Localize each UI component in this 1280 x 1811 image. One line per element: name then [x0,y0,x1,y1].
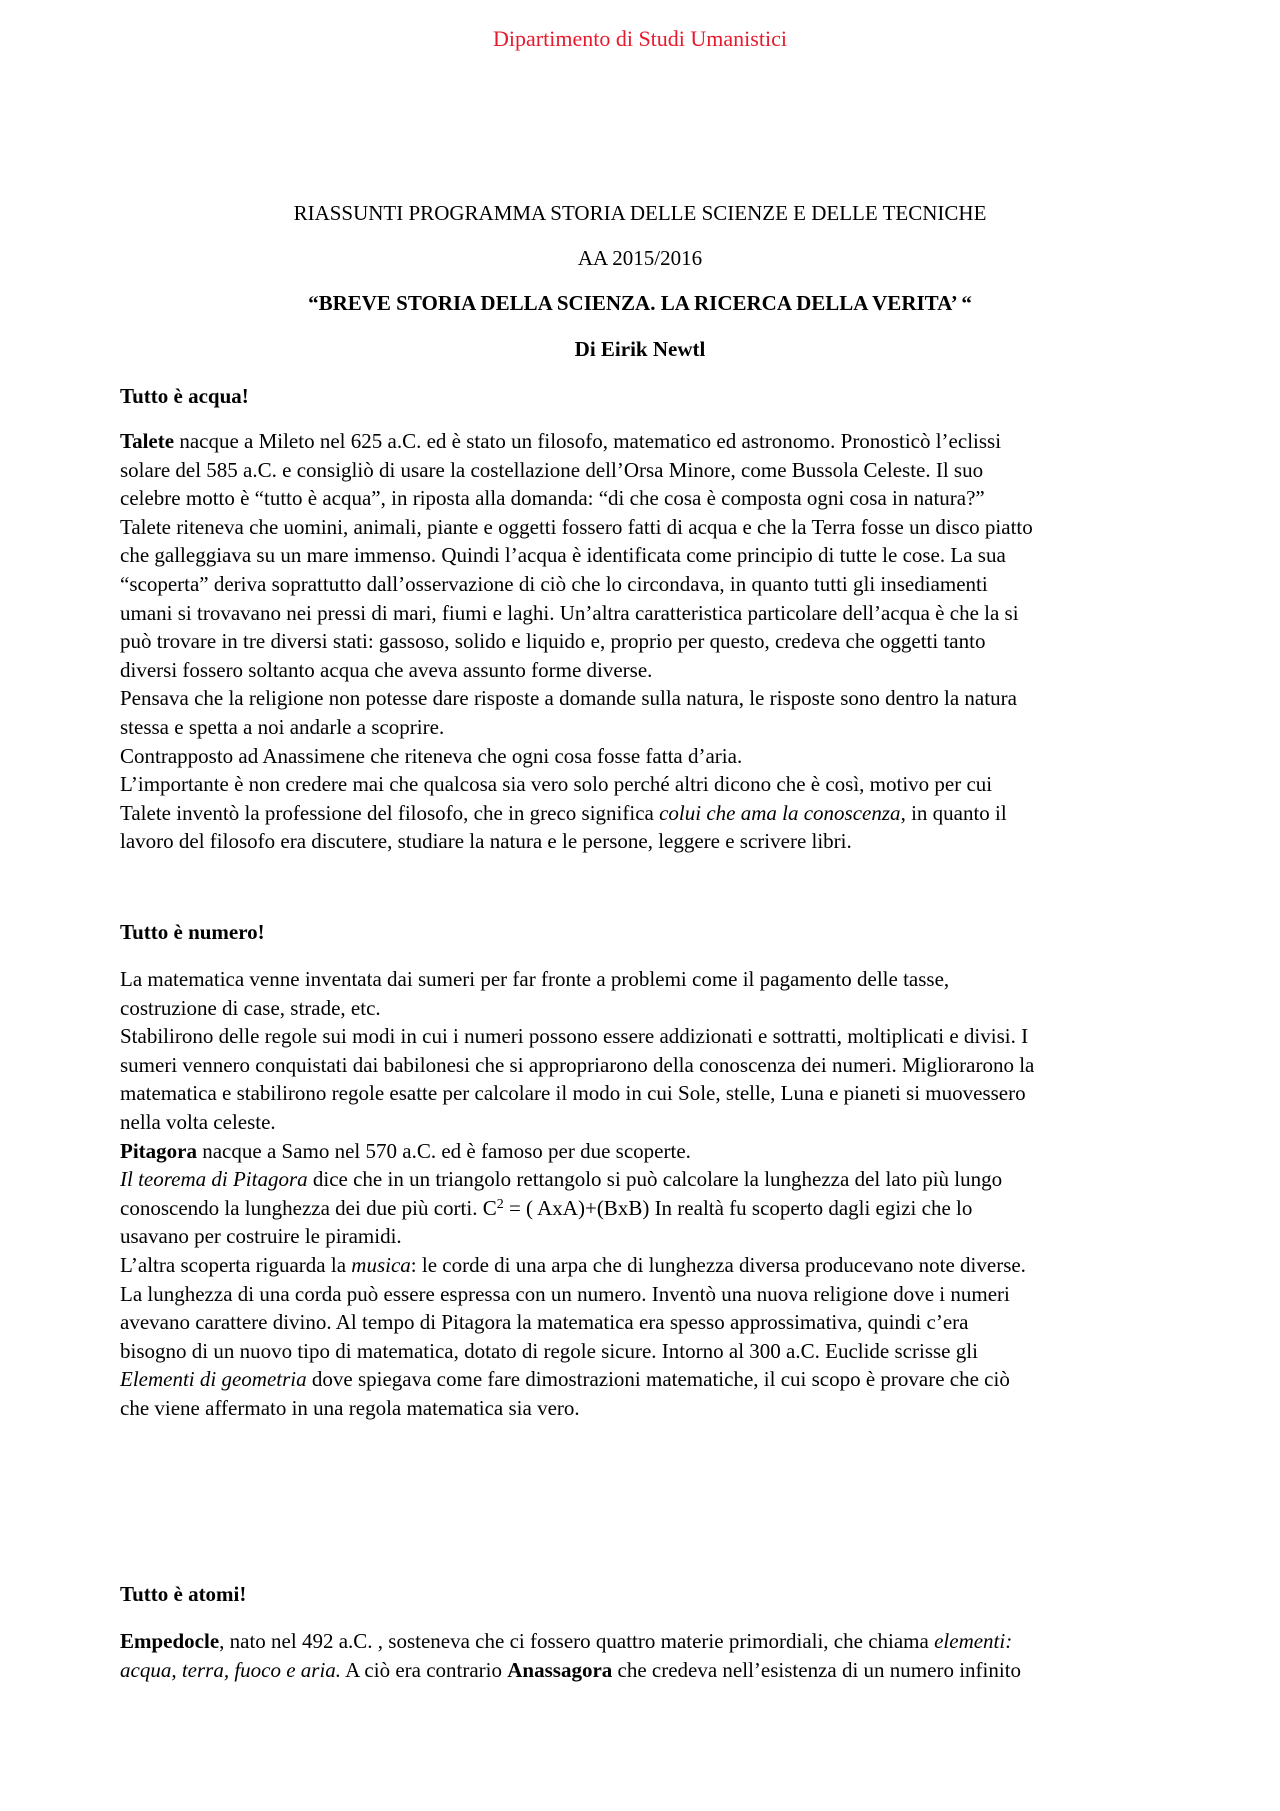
italic-text: Il teorema di Pitagora [120,1167,308,1192]
paragraph-line: “scoperta” deriva soprattutto dall’osservazione di ciò che lo circondava, in quanto tutti gli insediamenti [120,571,988,596]
section-heading-numero: Tutto è numero! [120,920,265,944]
paragraph-line: celebre motto è “tutto è acqua”, in riposta alla domanda: “di che cosa è composta ogni cosa in natura?” [120,486,985,511]
paragraph-line: Pitagora nacque a Samo nel 570 a.C. ed è famoso per due scoperte. [120,1138,691,1163]
paragraph-line: che galleggiava su un mare immenso. Quindi l’acqua è identificata come principio di tutte le cose. La sua [120,543,1006,568]
paragraph-line: L’importante è non credere mai che qualcosa sia vero solo perché altri dicono che è così, motivo per cui [120,772,993,797]
superscript: 2 [496,1196,504,1212]
section-body-acqua [120,427,1165,856]
paragraph-line: L’altra scoperta riguarda la musica: le corde di una arpa che di lunghezza diversa producevano note diverse. [120,1252,1026,1277]
book-title: “BREVE STORIA DELLA SCIENZA. LA RICERCA DELLA VERITA’ “ [308,291,972,315]
paragraph-line: conoscendo la lunghezza dei due più corti. $C^2$ = ( AxA)+(BxB) In realtà fu scoperto dagli egizi che lo [120,1195,973,1220]
paragraph-line: solare del 585 a.C. e consigliò di usare la costellazione dell’Orsa Minore, come Bussola Celeste. Il suo [120,457,984,482]
paragraph-line: Elementi di geometria dove spiegava come fare dimostrazioni matematiche, il cui scopo è provare che ciò [120,1367,1010,1392]
paragraph-line: Stabilirono delle regole sui modi in cui i numeri possono essere addizionati e sottratti, moltiplicati e divisi. I [120,1024,1029,1049]
paragraph-line: diversi fossero soltanto acqua che aveva assunto forme diverse. [120,657,653,682]
section-body-numero [120,965,1165,1423]
paragraph-line: Pensava che la religione non potesse dare risposte a domande sulla natura, le risposte sono dentro la natura [120,686,1017,711]
paragraph-line: matematica e stabilirono regole esatte per calcolare il modo in cui Sole, stelle, Luna e pianeti si muovessero [120,1081,1026,1106]
section-heading-atomi: Tutto è atomi! [120,1582,247,1606]
paragraph-line: La matematica venne inventata dai sumeri per far fronte a problemi come il pagamento delle tasse, [120,967,950,991]
academic-year: AA 2015/2016 [577,246,703,270]
document-title: RIASSUNTI PROGRAMMA STORIA DELLE SCIENZE E DELLE TECNICHE [293,201,987,225]
italic-text: colui che ama la conoscenza [659,800,901,825]
paragraph-line: Il teorema di Pitagora dice che in un triangolo rettangolo si può calcolare la lunghezza del lato più lungo [120,1167,1003,1192]
paragraph-line: costruzione di case, strade, etc. [120,995,381,1020]
italic-text: acqua, terra, fuoco e aria. [120,1657,342,1682]
bold-name: Empedocle [120,1629,220,1653]
paragraph-line: acqua, terra, fuoco e aria. A ciò era contrario Anassagora che credeva nell’esistenza di un numero infinito [120,1657,1022,1682]
paragraph-line: che viene affermato in una regola matematica sia vero. [120,1395,580,1420]
paragraph-line: lavoro del filosofo era discutere, studiare la natura e le persone, leggere e scrivere libri. [120,829,852,854]
section-heading-acqua: Tutto è acqua! [120,384,249,408]
paragraph-line: può trovare in tre diversi stati: gassoso, solido e liquido e, proprio per questo, credeva che oggetti tanto [120,629,986,654]
paragraph-line: Talete riteneva che uomini, animali, piante e oggetti fossero fatti di acqua e che la Terra fosse un disco piatto [120,514,1033,539]
paragraph-line: nella volta celeste. [120,1109,276,1134]
paragraph-line: Contrapposto ad Anassimene che riteneva che ogni cosa fosse fatta d’aria. [120,743,743,768]
bold-name: Anassagora [507,1657,613,1682]
bold-name: Pitagora [120,1138,197,1163]
paragraph-line: bisogno di un nuovo tipo di matematica, dotato di regole sicure. Intorno al 300 a.C. Euclide scrisse gli [120,1338,978,1363]
italic-text: elementi: [934,1629,1013,1653]
section-body-atomi [120,1627,1165,1684]
italic-text: musica [351,1252,411,1277]
paragraph-line: usavano per costruire le piramidi. [120,1224,402,1249]
bold-name: Talete [120,429,175,453]
book-author: Di Eirik Newtl [574,337,706,361]
paragraph-line: La lunghezza di una corda può essere espressa con un numero. Inventò una nuova religione dove i numeri [120,1281,1010,1306]
italic-text: Elementi di geometria [120,1367,307,1392]
paragraph-line: stessa e spetta a noi andarle a scoprire. [120,714,445,739]
paragraph-line: Talete nacque a Mileto nel 625 a.C. ed è stato un filosofo, matematico ed astronomo. Pronosticò l’eclissi [120,429,1002,453]
paragraph-line: avevano carattere divino. Al tempo di Pitagora la matematica era spesso approssimativa, quindi c’era [120,1310,969,1335]
paragraph-line: sumeri vennero conquistati dai babilonesi che si appropriarono della conoscenza dei numeri. Migliorarono la [120,1052,1035,1077]
paragraph-line: Empedocle, nato nel 492 a.C. , sosteneva che ci fossero quattro materie primordiali, che chiama elementi: [120,1629,1013,1653]
paragraph-line: umani si trovavano nei pressi di mari, fiumi e laghi. Un’altra caratteristica particolare dell’acqua è che la si [120,600,1019,625]
department-header: Dipartimento di Studi Umanistici [493,26,787,51]
paragraph-line: Talete inventò la professione del filosofo, che in greco significa colui che ama la conoscenza, in quanto il [120,800,1007,825]
